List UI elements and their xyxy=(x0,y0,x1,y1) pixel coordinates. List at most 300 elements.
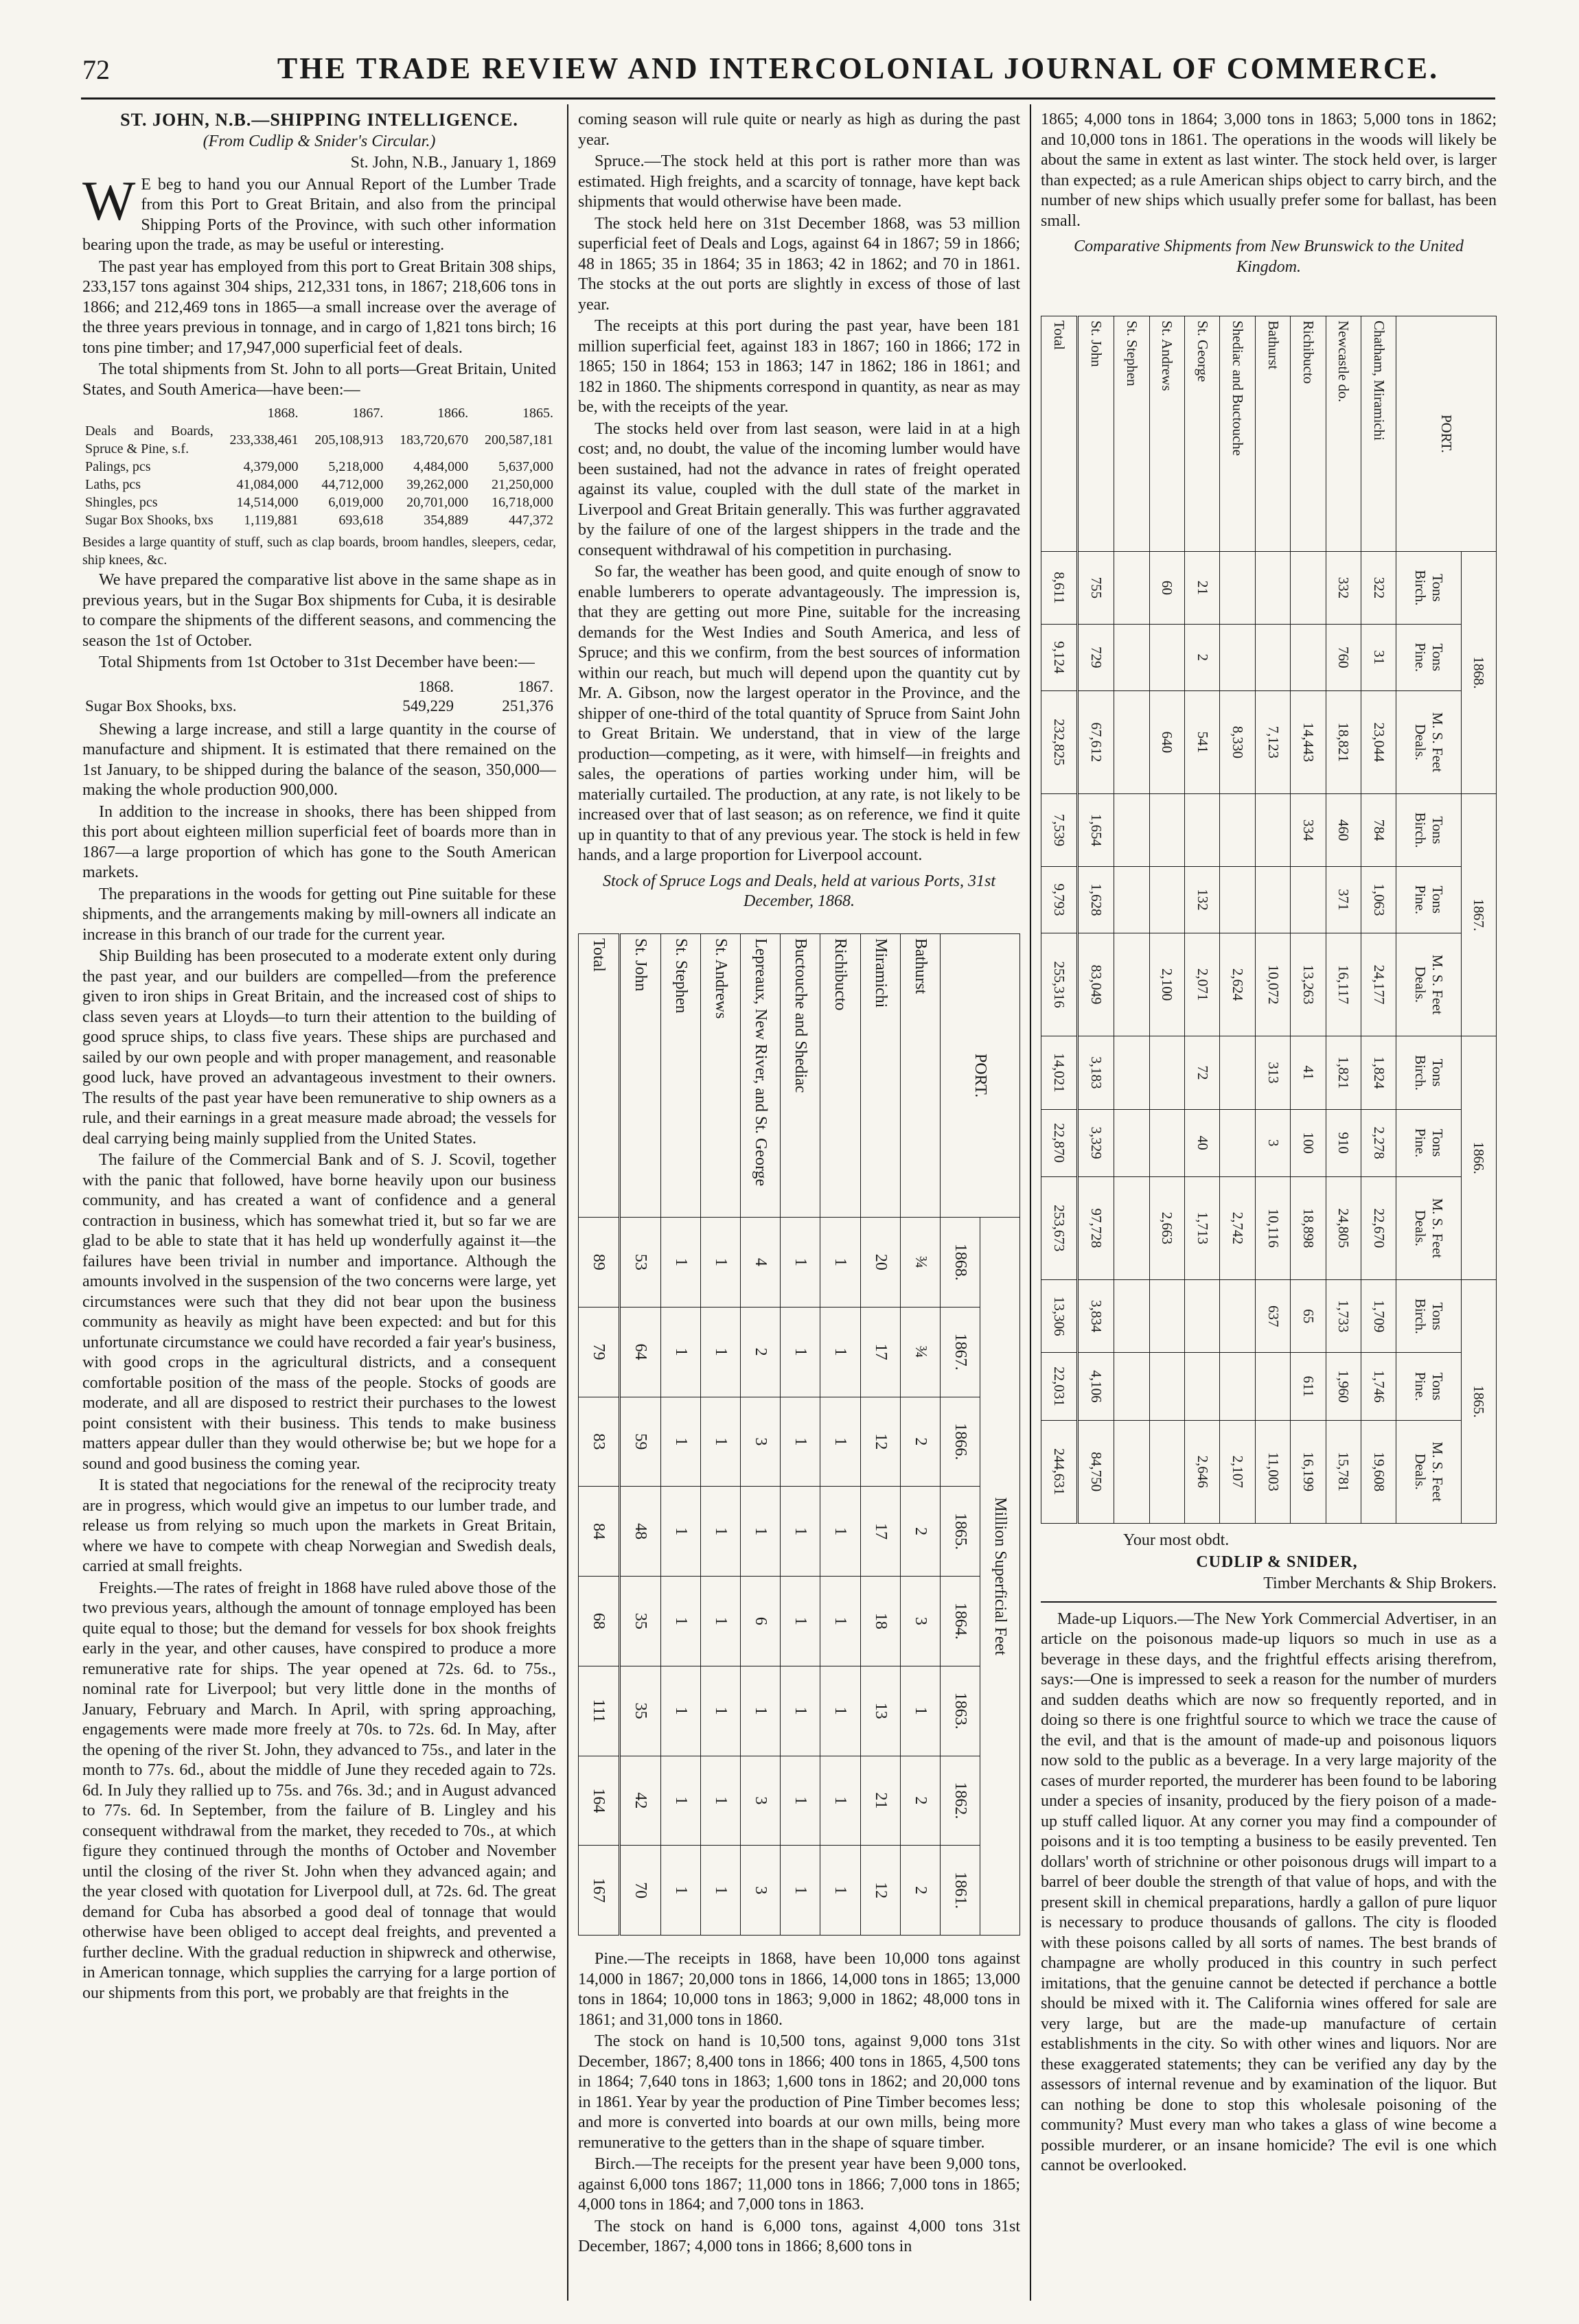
table-row xyxy=(1291,316,1326,1524)
port-name: Bathurst xyxy=(1255,316,1290,552)
paragraph: 1865; 4,000 tons in 1864; 3,000 tons in 1863; 5,000 tons in 1862; and 10,000 tons in 1861. The operations in the woods will likely be about the same in extent as last winter. The stock held over, is larger than expected; as a rule American ships object to carry birch, and the number of new ships which usually prefer some for ballast, has been small. xyxy=(1041,111,1497,230)
table-cell xyxy=(1114,1036,1149,1109)
table-cell: 2 xyxy=(900,1397,940,1487)
table-row xyxy=(1149,316,1184,1524)
table-cell: 4 xyxy=(741,1218,781,1308)
table-cell: 22,670 xyxy=(1361,1176,1396,1279)
table-cell: 244,631 xyxy=(1041,1420,1078,1523)
table-cell: ¾ xyxy=(900,1218,940,1308)
table-cell: 1 xyxy=(701,1577,741,1666)
liquor-article: Made-up Liquors.—The New York Commercial Advertiser, in an article on the poisonous made-up liquors so much in use as a beverage in these days, and the frightful effects arising therefrom, says:—One is impressed to seek a reason for the number of murders and sudden deaths which are now so frequently reported, and in doing so there is one frightful source to which we trace the cause of the evil, and that is the amount of made-up and poisonous liquors now sold to the public as a beverage. In a very large majority of the cases of murder reported, the murderer has been found to be laboring under a species of insanity, produced by the fiery poison of a made-up stuff called liquor. At any corner you may find a compounder of poisons and it is too tempting a business to be easily prevented. Ten dollars' worth of strichnine or other poisonous drugs will impart to a barrel of beer double the strength of that value of hops, and with the present skill in chemical preparations, hardly a gallon of pure liquor is necessary to produce thousands of gallons. The city is flooded with these poisons called by all sorts of names. The best brands of champagne are wholly produced in this country in such perfect imitations, that the genuine cannot be detected if perchance a bottle should be mixed with it. The California wines offered for sale are very large, but are the made-up manufacture of certain establishments in the city. So with other wines and liquors. Nor are these exaggerated statements; they can be verified any day by the assessors of internal revenue and by examination of the liquor. But can nothing be done to stop this wholesale poisoning of the community? Must every man who takes a glass of wine become a possible murderer, or an insane homicide? The evil is one which cannot be overlooked. xyxy=(1041,1610,1497,2174)
table-cell: 3 xyxy=(741,1846,781,1936)
table-cell: 2 xyxy=(900,1487,940,1577)
port-name: St. Andrews xyxy=(701,934,741,1218)
table-cell: 2,071 xyxy=(1185,933,1220,1036)
table-cell: 3,834 xyxy=(1078,1280,1114,1353)
table-cell xyxy=(1149,1353,1184,1420)
table-cell: 48 xyxy=(619,1487,660,1577)
table-row xyxy=(1361,316,1396,1524)
table-cell xyxy=(1185,1280,1220,1353)
table-row xyxy=(900,934,940,1936)
table-row: Palings, pcs 4,379,000 5,218,000 4,484,000 5,637,000 xyxy=(85,459,553,474)
table-cell: 164 xyxy=(579,1756,620,1846)
paragraph: We have prepared the comparative list above in the same shape as in previous years, but in the Sugar Box shipments for Cuba, it is desirable to compare the shipments of the different seasons, and commencing the season the 1st of October. xyxy=(82,571,556,650)
column-3 xyxy=(1041,110,1497,316)
table-cell: 3,329 xyxy=(1078,1109,1114,1176)
table-cell xyxy=(1220,1109,1255,1176)
paragraph: Ship Building has been prosecuted to a moderate extent only during the past year, and our builders are compelled—from the preference given to iron ships in Great Britain, and the increased cost of ships to class seven years at Lloyds—to turn their attention to the building of good spruce ships, to class five years. These ships are purchased and sailed by our own people and with proper management, and reasonable good luck, have proved an advantageous investment to their owners. The results of the past year have been remunerative to ship owners as a rule, and their earnings in a great measure made abroad; the vessels for deal carrying being mainly supplied from the United States. xyxy=(82,947,556,1148)
table-cell: 1 xyxy=(701,1397,741,1487)
table-cell: 2,663 xyxy=(1149,1176,1184,1279)
port-name: St. George xyxy=(1185,316,1220,552)
firm-description: Timber Merchants & Ship Brokers. xyxy=(1263,1574,1497,1592)
port-header: PORT. xyxy=(940,934,1019,1218)
sub-header: Tons Birch. xyxy=(1396,552,1461,625)
masthead-title: THE TRADE REVIEW AND INTERCOLONIAL JOURNAL OF COMMERCE. xyxy=(277,51,1440,85)
port-name: Richibucto xyxy=(1291,316,1326,552)
table-cell xyxy=(1220,552,1255,625)
table-cell: 100 xyxy=(1291,1109,1326,1176)
table-cell: 755 xyxy=(1078,552,1114,625)
port-name: St. Stephen xyxy=(1114,316,1149,552)
table-cell: 13 xyxy=(860,1666,900,1756)
table-cell: 1 xyxy=(820,1577,860,1666)
table-cell: 67,612 xyxy=(1078,690,1114,793)
table-cell xyxy=(1114,552,1149,625)
table-cell: 1 xyxy=(820,1846,860,1936)
table-cell: 910 xyxy=(1326,1109,1361,1176)
table-cell: 611 xyxy=(1291,1353,1326,1420)
table-cell: 167 xyxy=(579,1846,620,1936)
table-cell xyxy=(1220,866,1255,933)
table-row: 1868. 1867. xyxy=(418,677,553,695)
table-cell: 255,316 xyxy=(1041,933,1078,1036)
column-rule-2 xyxy=(1030,104,1031,2301)
table-cell xyxy=(1114,1353,1149,1420)
table-cell: 84 xyxy=(579,1487,620,1577)
table-cell xyxy=(1149,1280,1184,1353)
table-row xyxy=(1114,316,1149,1524)
paragraph: Shewing a large increase, and still a large quantity in the course of manufacture and shipment. It is estimated that there remained on the 1st January, to be shipped during the balance of the season, 350,000—making the whole production 900,000. xyxy=(82,720,556,799)
table-row xyxy=(660,934,700,1936)
table-cell: 132 xyxy=(1185,866,1220,933)
table-cell: 1 xyxy=(781,1487,820,1577)
table-cell: 40 xyxy=(1185,1109,1220,1176)
table-cell xyxy=(1291,866,1326,933)
table-cell: 2,107 xyxy=(1220,1420,1255,1523)
table-cell: 1 xyxy=(660,1846,700,1936)
table-row xyxy=(741,934,781,1936)
column-rule-1 xyxy=(567,104,568,2301)
paragraph: Freights.—The rates of freight in 1868 have ruled above those of the two previous years, although the amount of tonnage employed has been quite equal to those; but the demand for vessels for box shook freights early in the year, and other causes, have conspired to produce a more remunerative rate for ships. The year opened at 72s. 6d. to 75s., nominal rate for Liverpool; but very little done in the months of January, February and March. In April, with spring approaching, engagements were made more freely at 70s. to 72s. 6d. In May, after the opening of the river St. John, they advanced to 75s., and later in the month to 77s. 6d., about the middle of June they receded again to 72s. 6d. In July they rallied up to 75s. and 76s. 3d.; and in August advanced to 77s. 6d. In September, from the failure of B. Lingley and his consequent withdrawal from the market, they receded to 70s., at which figure they continued through the months of October and November until the closing of the river St. John when they advanced again; and the year closed with quotation for Liverpool dull, at 72s. 6d. The great demand for Cuba has absorbed a good deal of tonnage that would otherwise have been obliged to accept deal freights, and prevented a further decline. With the gradual reduction in shipwreck and otherwise, in American tonnage, which supplies the carrying for a large portion of our shipments from this port, we probably are that freights in the xyxy=(82,1579,556,2002)
table-row xyxy=(781,934,820,1936)
table-cell: 1 xyxy=(820,1756,860,1846)
table-cell: 18,821 xyxy=(1326,690,1361,793)
table-cell: 640 xyxy=(1149,690,1184,793)
table-cell: 2 xyxy=(741,1307,781,1397)
table-cell: 1 xyxy=(660,1487,700,1577)
table-cell: 21 xyxy=(860,1756,900,1846)
table-cell: 23,044 xyxy=(1361,690,1396,793)
table-cell: 1 xyxy=(820,1307,860,1397)
table-cell: 1 xyxy=(660,1397,700,1487)
port-name: Miramichi xyxy=(860,934,900,1218)
table-cell: 4,106 xyxy=(1078,1353,1114,1420)
table-cell: 20 xyxy=(860,1218,900,1308)
table-cell: 1 xyxy=(781,1218,820,1308)
table-cell: 1 xyxy=(701,1666,741,1756)
table-cell: 1 xyxy=(660,1756,700,1846)
table-cell xyxy=(1149,1036,1184,1109)
table-caption: Comparative Shipments from New Brunswick to the United Kingdom. xyxy=(1074,237,1464,276)
port-name: Bathurst xyxy=(900,934,940,1218)
table-cell: 1 xyxy=(701,1846,741,1936)
table-cell xyxy=(1149,624,1184,690)
table-cell: 460 xyxy=(1326,794,1361,867)
table-cell: 1,733 xyxy=(1326,1280,1361,1353)
table-row xyxy=(860,934,900,1936)
table-cell: 16,199 xyxy=(1291,1420,1326,1523)
table-cell xyxy=(1114,794,1149,867)
port-name: Newcastle do. xyxy=(1326,316,1361,552)
table-cell: 1 xyxy=(781,1397,820,1487)
table-cell: 9,124 xyxy=(1041,624,1078,690)
port-name: St. John xyxy=(1078,316,1114,552)
table-cell: 64 xyxy=(619,1307,660,1397)
table-row xyxy=(980,934,1019,1936)
table-cell: 1,709 xyxy=(1361,1280,1396,1353)
table-cell: 83 xyxy=(579,1397,620,1487)
table-cell: 1 xyxy=(781,1307,820,1397)
intro-paragraph: W E beg to hand you our Annual Report of the Lumber Trade from this Port to Great Britain, and also from the principal Shipping Ports of the Province, with such other information bearing upon the trade, as may be useful or interesting. xyxy=(82,169,556,254)
table-cell xyxy=(1114,1420,1149,1523)
table-cell: 59 xyxy=(619,1397,660,1487)
table-cell: 1,746 xyxy=(1361,1353,1396,1420)
table-cell: 12 xyxy=(860,1846,900,1936)
table-cell: 1 xyxy=(701,1218,741,1308)
table-cell: 322 xyxy=(1361,552,1396,625)
paragraph: The total shipments from St. John to all ports—Great Britain, United States, and South America—have been:— xyxy=(82,360,556,399)
table-cell: 1 xyxy=(820,1397,860,1487)
table-cell: 1 xyxy=(741,1666,781,1756)
table-cell: 12 xyxy=(860,1397,900,1487)
comparative-table-body xyxy=(1041,316,1396,1524)
table-cell: 14,443 xyxy=(1291,690,1326,793)
table-cell xyxy=(1255,552,1290,625)
table-cell xyxy=(1185,1353,1220,1420)
table-cell: 1 xyxy=(660,1307,700,1397)
table-cell xyxy=(1255,1353,1290,1420)
table-cell: 2,278 xyxy=(1361,1109,1396,1176)
port-name: St. John xyxy=(619,934,660,1218)
port-name: Chatham, Miramichi xyxy=(1361,316,1396,552)
table-cell: 760 xyxy=(1326,624,1361,690)
table-cell: 1,960 xyxy=(1326,1353,1361,1420)
table-cell: 253,673 xyxy=(1041,1176,1078,1279)
table-cell xyxy=(1149,1109,1184,1176)
table-row: Laths, pcs 41,084,000 44,712,000 39,262,000 21,250,000 xyxy=(85,477,553,492)
paragraph: In addition to the increase in shooks, there has been shipped from this port about eighteen million superficial feet of boards more than in 1867—a large proportion of which has gone to the South American markets. xyxy=(82,802,556,881)
table-cell xyxy=(1114,690,1149,793)
table-cell: 89 xyxy=(579,1218,620,1308)
signature-block xyxy=(1041,1531,1497,1594)
table-cell: 13,306 xyxy=(1041,1280,1078,1353)
table-cell: 8,611 xyxy=(1041,552,1078,625)
table-cell: 14,021 xyxy=(1041,1036,1078,1109)
section-rule xyxy=(1041,1601,1497,1603)
table-cell: 7,539 xyxy=(1041,794,1078,867)
table-cell: 1 xyxy=(701,1307,741,1397)
sign-off: Your most obdt. xyxy=(1123,1531,1230,1549)
port-name: Lepreaux, New River, and St. George xyxy=(741,934,781,1218)
table-cell: 2 xyxy=(1185,624,1220,690)
table-row: Sugar Box Shooks, bxs. 549,229 251,376 xyxy=(85,697,553,714)
page-header xyxy=(82,48,1497,89)
table-cell: 334 xyxy=(1291,794,1326,867)
table-cell: 1 xyxy=(701,1487,741,1577)
table-cell xyxy=(1114,933,1149,1036)
table-cell: 65 xyxy=(1291,1280,1326,1353)
table-row xyxy=(1078,316,1114,1524)
table-cell: 35 xyxy=(619,1577,660,1666)
stock-table-box xyxy=(578,933,1020,1936)
table-cell: 10,072 xyxy=(1255,933,1290,1036)
table-cell: 1,628 xyxy=(1078,866,1114,933)
table-cell: 637 xyxy=(1255,1280,1290,1353)
table-cell: 3 xyxy=(741,1756,781,1846)
sub-header: M. S. Feet Deals. xyxy=(1396,1420,1461,1523)
article-heading: ST. JOHN, N.B.—SHIPPING INTELLIGENCE. xyxy=(120,110,518,130)
table-cell: 1,713 xyxy=(1185,1176,1220,1279)
sub-header: Tons Pine. xyxy=(1396,1109,1461,1176)
paragraph: The preparations in the woods for getting out Pine suitable for these shipments, and the arrangements making by mill-owners all indicate an increase in this branch of our trade for the current year. xyxy=(82,885,556,944)
table-row xyxy=(1326,316,1361,1524)
page-number: 72 xyxy=(82,54,110,85)
table-cell: 9,793 xyxy=(1041,866,1078,933)
sub-header: Tons Pine. xyxy=(1396,624,1461,690)
paragraph: The stocks held over from last season, were laid in at a high cost; and, no doubt, the value of the incoming lumber would have been sustained, had not the advance in rates of freight operated against its value, coupled with the dull state of the market in Liverpool and Great Britain generally. This was further aggravated by the failure of one of the largest shippers in the trade and the consequent withdrawal of his competition in purchasing. xyxy=(578,419,1020,559)
table-cell: 84,750 xyxy=(1078,1420,1114,1523)
table-cell: 35 xyxy=(619,1666,660,1756)
table-cell: 21 xyxy=(1185,552,1220,625)
table-cell: 31 xyxy=(1361,624,1396,690)
table-cell: 1 xyxy=(741,1487,781,1577)
total-row xyxy=(1041,316,1078,1524)
port-name: Shediac and Buctouche xyxy=(1220,316,1255,552)
port-header: PORT. xyxy=(1396,316,1497,552)
table-cell: 70 xyxy=(619,1846,660,1936)
table-cell xyxy=(1291,624,1326,690)
table-cell: 83,049 xyxy=(1078,933,1114,1036)
table-cell: 1,654 xyxy=(1078,794,1114,867)
table-cell: 11,003 xyxy=(1255,1420,1290,1523)
table-cell: 42 xyxy=(619,1756,660,1846)
table-cell: 22,031 xyxy=(1041,1353,1078,1420)
table-cell xyxy=(1220,794,1255,867)
paragraph: Pine.—The receipts in 1868, have been 10,000 tons against 14,000 in 1867; 20,000 tons in 1866, 14,000 tons in 1865; 13,000 tons in 1864; 10,000 tons in 1863; 9,000 in 1862; 48,000 tons in 1861; and 31,000 tons in 1860. xyxy=(578,1950,1020,2029)
table-cell xyxy=(1114,1280,1149,1353)
paragraph: Total Shipments from 1st October to 31st December have been:— xyxy=(99,653,535,671)
table-cell xyxy=(1149,1420,1184,1523)
table-cell: 332 xyxy=(1326,552,1361,625)
table-cell: 232,825 xyxy=(1041,690,1078,793)
table-cell: 97,728 xyxy=(1078,1176,1114,1279)
sub-header: Tons Pine. xyxy=(1396,866,1461,933)
shipments-table xyxy=(82,404,556,529)
paragraph: The past year has employed from this port to Great Britain 308 ships, 233,157 tons against 304 ships, 212,331 tons, in 1867; 218,606 tons in 1866; and 212,469 tons in 1865—a small increase over the average of the three years previous in tonnage, and in cargo of 1,821 tons birch; 16 tons pine timber; and 17,947,000 superficial feet of deals. xyxy=(82,257,556,357)
table-cell: 22,870 xyxy=(1041,1109,1078,1176)
table-cell: 53 xyxy=(619,1218,660,1308)
sub-header: Tons Pine. xyxy=(1396,1353,1461,1420)
table-cell: 41 xyxy=(1291,1036,1326,1109)
table-row: Sugar Box Shooks, bxs 1,119,881 693,618 354,889 447,372 xyxy=(85,513,553,528)
paragraph: Spruce.—The stock held at this port is rather more than was estimated. High freights, and a scarcity of tonnage, have kept back shipments that would otherwise have been made. xyxy=(578,152,1020,211)
sub-header: Tons Birch. xyxy=(1396,794,1461,867)
table-cell: 1 xyxy=(660,1666,700,1756)
column-2 xyxy=(578,110,1020,920)
paragraph: The stock on hand is 10,500 tons, against 9,000 tons 31st December, 1867; 8,400 tons in 1866; 400 tons in 1865, 4,500 tons in 1864; 7,640 tons in 1863; 1,600 tons in 1862; and 20,000 tons in 1861. Year by year the production of Pine Timber becomes less; and more is converted into boards at our own mills, being more remunerative to the getters than in the shape of square timber. xyxy=(578,2032,1020,2152)
column-3-lower xyxy=(1041,1531,1497,2320)
table-cell xyxy=(1185,794,1220,867)
table-cell: 13,263 xyxy=(1291,933,1326,1036)
table-cell xyxy=(1220,624,1255,690)
table-cell: 2,646 xyxy=(1185,1420,1220,1523)
table-row xyxy=(619,934,660,1936)
table-cell: 1 xyxy=(820,1487,860,1577)
sub-header: M. S. Feet Deals. xyxy=(1396,690,1461,793)
table-row xyxy=(1220,316,1255,1524)
table-cell xyxy=(1114,866,1149,933)
table-cell: 1 xyxy=(701,1756,741,1846)
sub-header: M. S. Feet Deals. xyxy=(1396,1176,1461,1279)
table-cell xyxy=(1255,624,1290,690)
table-cell: 10,116 xyxy=(1255,1176,1290,1279)
table-cell: 60 xyxy=(1149,552,1184,625)
stock-table xyxy=(578,933,1020,1936)
table-row: Shingles, pcs 14,514,000 6,019,000 20,701,000 16,718,000 xyxy=(85,495,553,510)
table-cell: 3 xyxy=(1255,1109,1290,1176)
table-cell: 1 xyxy=(820,1218,860,1308)
table-cell xyxy=(1114,1176,1149,1279)
table-cell: 72 xyxy=(1185,1036,1220,1109)
table-cell: 15,781 xyxy=(1326,1420,1361,1523)
table-note: Besides a large quantity of stuff, such as clap boards, broom handles, sleepers, cedar, ship knees, &c. xyxy=(82,535,556,568)
table-cell: 313 xyxy=(1255,1036,1290,1109)
table-cell: 6 xyxy=(741,1577,781,1666)
table-cell: 3 xyxy=(741,1397,781,1487)
table-cell: 784 xyxy=(1361,794,1396,867)
table-cell: 17 xyxy=(860,1307,900,1397)
table-cell xyxy=(1220,1280,1255,1353)
table-cell: 2,624 xyxy=(1220,933,1255,1036)
table-cell xyxy=(1291,552,1326,625)
table-cell: 3,183 xyxy=(1078,1036,1114,1109)
table-cell: 17 xyxy=(860,1487,900,1577)
table-cell: 3 xyxy=(900,1577,940,1666)
dateline: St. John, N.B., January 1, 1869 xyxy=(350,154,556,172)
port-name: St. Stephen xyxy=(660,934,700,1218)
table-cell: 19,608 xyxy=(1361,1420,1396,1523)
port-name: Total xyxy=(579,934,620,1218)
table-caption: Stock of Spruce Logs and Deals, held at various Ports, 31st December, 1868. xyxy=(603,872,995,910)
table-row xyxy=(1255,316,1290,1524)
table-row: Deals and Boards, Spruce & Pine, s.f. 233,338,461 205,108,913 183,720,670 200,587,181 xyxy=(85,423,553,456)
paragraph: It is stated that negociations for the renewal of the reciprocity treaty are in progress, which would give an impetus to our lumber trade, and release us from relying so much upon the markets in Great Britain, where we have to compete with cheap Norwegian and Swedish deals, carried at small freights. xyxy=(82,1476,556,1575)
column-2-lower xyxy=(578,1949,1020,2320)
table-cell: 24,177 xyxy=(1361,933,1396,1036)
table-cell: 1,063 xyxy=(1361,866,1396,933)
table-cell xyxy=(1220,1036,1255,1109)
firm-name: CUDLIP & SNIDER, xyxy=(1196,1553,1358,1571)
table-cell: 1 xyxy=(781,1666,820,1756)
table-cell: 1 xyxy=(781,1577,820,1666)
paragraph: The receipts at this port during the past year, have been 181 million superficial feet, against 183 in 1867; 160 in 1866; 172 in 1865; 150 in 1864; 153 in 1863; 147 in 1862; 186 in 1861; and 182 in 1860. The shipments correspond in quantity, as near as may be, with the receipts of the year. xyxy=(578,317,1020,416)
stock-table-body xyxy=(579,934,941,1936)
comparative-table xyxy=(1041,316,1497,1524)
table-cell xyxy=(1255,794,1290,867)
table-cell: 24,805 xyxy=(1326,1176,1361,1279)
table-row: 1868. 1867. 1866. 1865. xyxy=(267,406,553,421)
table-row xyxy=(701,934,741,1936)
table-cell: 18 xyxy=(860,1577,900,1666)
table-cell xyxy=(1220,1353,1255,1420)
paragraph: So far, the weather has been good, and quite enough of snow to enable lumberers to operate advantageously. The impression is, that they are getting out more Pine, suitable for the increasing demands for the West Indies and South America, and less of Spruce; and this we confirm, from the best sources of information within our reach, but much will depend upon the quantity cut by Mr. A. Gibson, now the largest operator in the Province, and the shipper of one-third of the total quantity of Spruce from Saint John to Great Britain. We understand, that in view of the large production—competing, as it were, with himself—in freights and sales, the operations of parties working under him, will be materially curtailed. The production, at any rate, is not likely to be increased over that of last season; as on reference, we find it quite up in quantity to that of any previous year. The stock is held in few hands, and a large proportion for Liverpool account. xyxy=(578,563,1020,864)
sub-header: M. S. Feet Deals. xyxy=(1396,933,1461,1036)
table-row: PORT. 1868. 1867. 1866. 1865. xyxy=(1461,316,1496,1524)
port-name: St. Andrews xyxy=(1149,316,1184,552)
table-row: 1868. 1867. 1866. 1865. 1864. 1863. 1862. 1861. xyxy=(940,934,980,1936)
table-cell: 1 xyxy=(660,1218,700,1308)
table-cell xyxy=(1255,866,1290,933)
drop-cap: W xyxy=(82,169,136,232)
paragraph: coming season will rule quite or nearly as high as during the past year. xyxy=(578,111,1020,149)
table-cell xyxy=(1114,1109,1149,1176)
port-name: Total xyxy=(1041,316,1078,552)
table-cell: ¾ xyxy=(900,1307,940,1397)
table-cell: 1,821 xyxy=(1326,1036,1361,1109)
table-cell: 1 xyxy=(820,1666,860,1756)
paragraph: The stock on hand is 6,000 tons, against 4,000 tons 31st December, 1867; 4,000 tons in 1866; 8,600 tons in xyxy=(578,2217,1020,2255)
table-cell xyxy=(1114,624,1149,690)
table-cell: 1,824 xyxy=(1361,1036,1396,1109)
table-cell: 2 xyxy=(900,1846,940,1936)
table-cell xyxy=(1149,866,1184,933)
article-credit: (From Cudlip & Snider's Circular.) xyxy=(203,132,436,150)
header-rule xyxy=(81,97,1495,100)
total-row xyxy=(579,934,620,1936)
shooks-table xyxy=(82,677,556,716)
port-name: Buctouche and Shediac xyxy=(781,934,820,1218)
table-cell: 68 xyxy=(579,1577,620,1666)
table-cell: 79 xyxy=(579,1307,620,1397)
unit-header: Million Superficial Feet xyxy=(980,1218,1019,1936)
table-cell: 541 xyxy=(1185,690,1220,793)
table-cell: 111 xyxy=(579,1666,620,1756)
table-cell: 371 xyxy=(1326,866,1361,933)
table-cell: 1 xyxy=(781,1846,820,1936)
column-1 xyxy=(82,110,556,2320)
paragraph: The stock held here on 31st December 1868, was 53 million superficial feet of Deals and Logs, against 64 in 1867; 59 in 1866; 48 in 1865; 35 in 1864; 35 in 1863; 42 in 1862; and 70 in 1861. The stocks at the out ports are slightly in excess of those of last year. xyxy=(578,214,1020,314)
paragraph: Birch.—The receipts for the present year have been 9,000 tons, against 6,000 tons 1867; 11,000 tons in 1866; 7,000 tons in 1865; 4,000 tons in 1864; and 7,000 tons in 1863. xyxy=(578,2155,1020,2213)
table-cell: 1 xyxy=(781,1756,820,1846)
sub-header: Tons Birch. xyxy=(1396,1036,1461,1109)
table-cell: 7,123 xyxy=(1255,690,1290,793)
table-row xyxy=(820,934,860,1936)
sub-header: Tons Birch. xyxy=(1396,1280,1461,1353)
table-cell: 2,100 xyxy=(1149,933,1184,1036)
table-cell: 729 xyxy=(1078,624,1114,690)
table-cell: 2,742 xyxy=(1220,1176,1255,1279)
